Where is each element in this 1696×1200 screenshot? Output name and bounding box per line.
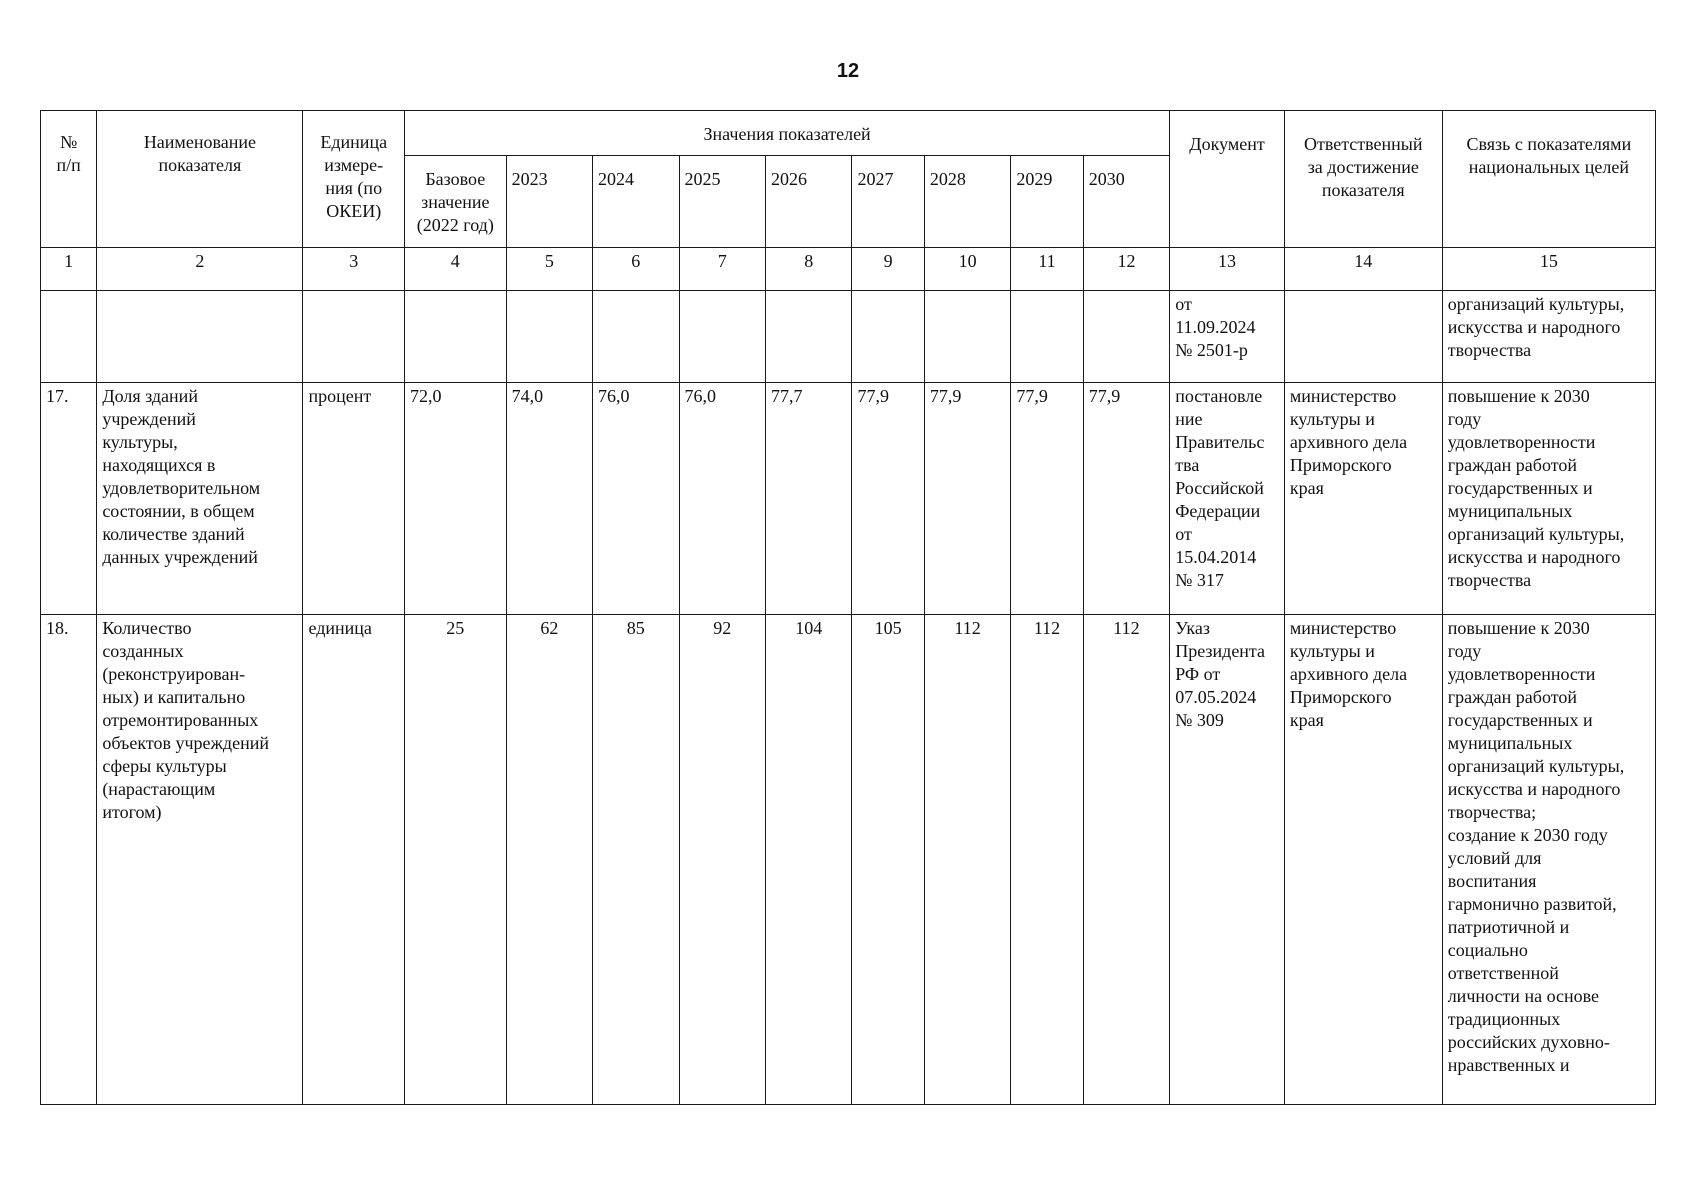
row-value: 77,9 — [924, 383, 1010, 615]
column-number: 3 — [303, 248, 405, 291]
row-document: Указ Президента РФ от 07.05.2024 № 309 — [1170, 615, 1285, 1105]
row-link: организаций культуры, искусства и народного творчества — [1442, 291, 1655, 383]
row-link: повышение к 2030 году удовлетворенности граждан работой государственных и муниципальных организаций культуры, искусства и народного творчества — [1442, 383, 1655, 615]
header-year: 2028 — [924, 156, 1010, 248]
row-value: 76,0 — [593, 383, 679, 615]
column-number: 2 — [97, 248, 303, 291]
row-num: 18. — [41, 615, 97, 1105]
column-number: 9 — [852, 248, 924, 291]
row-value: 72,0 — [405, 383, 507, 615]
header-document: Документ — [1170, 111, 1285, 248]
row-value: 77,9 — [1011, 383, 1083, 615]
header-row-top — [41, 111, 1656, 156]
row-name: Количество созданных (реконструирован- ных) и капитально отремонтированных объектов учреждений сферы культуры (нарастающим итогом) — [97, 615, 303, 1105]
row-value: 112 — [1011, 615, 1083, 1105]
header-year: 2024 — [593, 156, 679, 248]
column-number: 12 — [1083, 248, 1170, 291]
row-value — [405, 291, 507, 383]
row-value: 105 — [852, 615, 924, 1105]
header-year: 2023 — [506, 156, 592, 248]
row-value: 104 — [765, 615, 851, 1105]
column-number: 7 — [679, 248, 765, 291]
row-value: 112 — [1083, 615, 1170, 1105]
column-number: 4 — [405, 248, 507, 291]
row-value — [679, 291, 765, 383]
row-num: 17. — [41, 383, 97, 615]
header-unit: Единица измере- ния (по ОКЕИ) — [303, 111, 405, 248]
row-unit — [303, 291, 405, 383]
header-year: 2027 — [852, 156, 924, 248]
row-responsible: министерство культуры и архивного дела Приморского края — [1284, 615, 1442, 1105]
indicators-table — [40, 110, 1656, 1105]
column-number: 10 — [924, 248, 1010, 291]
row-link: повышение к 2030 году удовлетворенности граждан работой государственных и муниципальных организаций культуры, искусства и народного творчества; создание к 2030 году условий для воспитания гармонично развитой, патриотичной и социально ответственной личности на основе традиционных российских духовно- нравственных и — [1442, 615, 1655, 1105]
column-number-row — [41, 248, 1656, 291]
row-value — [924, 291, 1010, 383]
header-year: 2029 — [1011, 156, 1083, 248]
row-document: постановле ние Правительс тва Российской Федерации от 15.04.2014 № 317 — [1170, 383, 1285, 615]
column-number: 6 — [593, 248, 679, 291]
row-value: 76,0 — [679, 383, 765, 615]
row-value: 25 — [405, 615, 507, 1105]
row-value: 77,9 — [852, 383, 924, 615]
row-value: 85 — [593, 615, 679, 1105]
header-year: 2030 — [1083, 156, 1170, 248]
header-responsible: Ответственный за достижение показателя — [1284, 111, 1442, 248]
header-num: № п/п — [41, 111, 97, 248]
header-values-group: Значения показателей — [405, 111, 1170, 156]
row-value: 74,0 — [506, 383, 592, 615]
column-number: 11 — [1011, 248, 1083, 291]
row-value — [506, 291, 592, 383]
row-num — [41, 291, 97, 383]
row-unit: процент — [303, 383, 405, 615]
row-value: 77,9 — [1083, 383, 1170, 615]
table-row-17 — [41, 383, 1656, 615]
column-number: 5 — [506, 248, 592, 291]
row-responsible: министерство культуры и архивного дела Приморского края — [1284, 383, 1442, 615]
row-document: от 11.09.2024 № 2501-р — [1170, 291, 1285, 383]
column-number: 8 — [765, 248, 851, 291]
column-number: 13 — [1170, 248, 1285, 291]
table-row-continuation — [41, 291, 1656, 383]
row-value: 112 — [924, 615, 1010, 1105]
row-value — [765, 291, 851, 383]
row-name — [97, 291, 303, 383]
row-value — [593, 291, 679, 383]
row-name: Доля зданий учреждений культуры, находящихся в удовлетворительном состоянии, в общем количестве зданий данных учреждений — [97, 383, 303, 615]
column-number: 1 — [41, 248, 97, 291]
header-base: Базовое значение (2022 год) — [405, 156, 507, 248]
header-name: Наименование показателя — [97, 111, 303, 248]
row-value — [852, 291, 924, 383]
row-responsible — [1284, 291, 1442, 383]
column-number: 14 — [1284, 248, 1442, 291]
row-value — [1083, 291, 1170, 383]
row-value: 92 — [679, 615, 765, 1105]
header-year: 2026 — [765, 156, 851, 248]
column-number: 15 — [1442, 248, 1655, 291]
page-number: 12 — [836, 60, 860, 82]
header-link: Связь с показателями национальных целей — [1442, 111, 1655, 248]
row-value — [1011, 291, 1083, 383]
row-value: 77,7 — [765, 383, 851, 615]
header-year: 2025 — [679, 156, 765, 248]
row-value: 62 — [506, 615, 592, 1105]
table-row-18 — [41, 615, 1656, 1105]
row-unit: единица — [303, 615, 405, 1105]
